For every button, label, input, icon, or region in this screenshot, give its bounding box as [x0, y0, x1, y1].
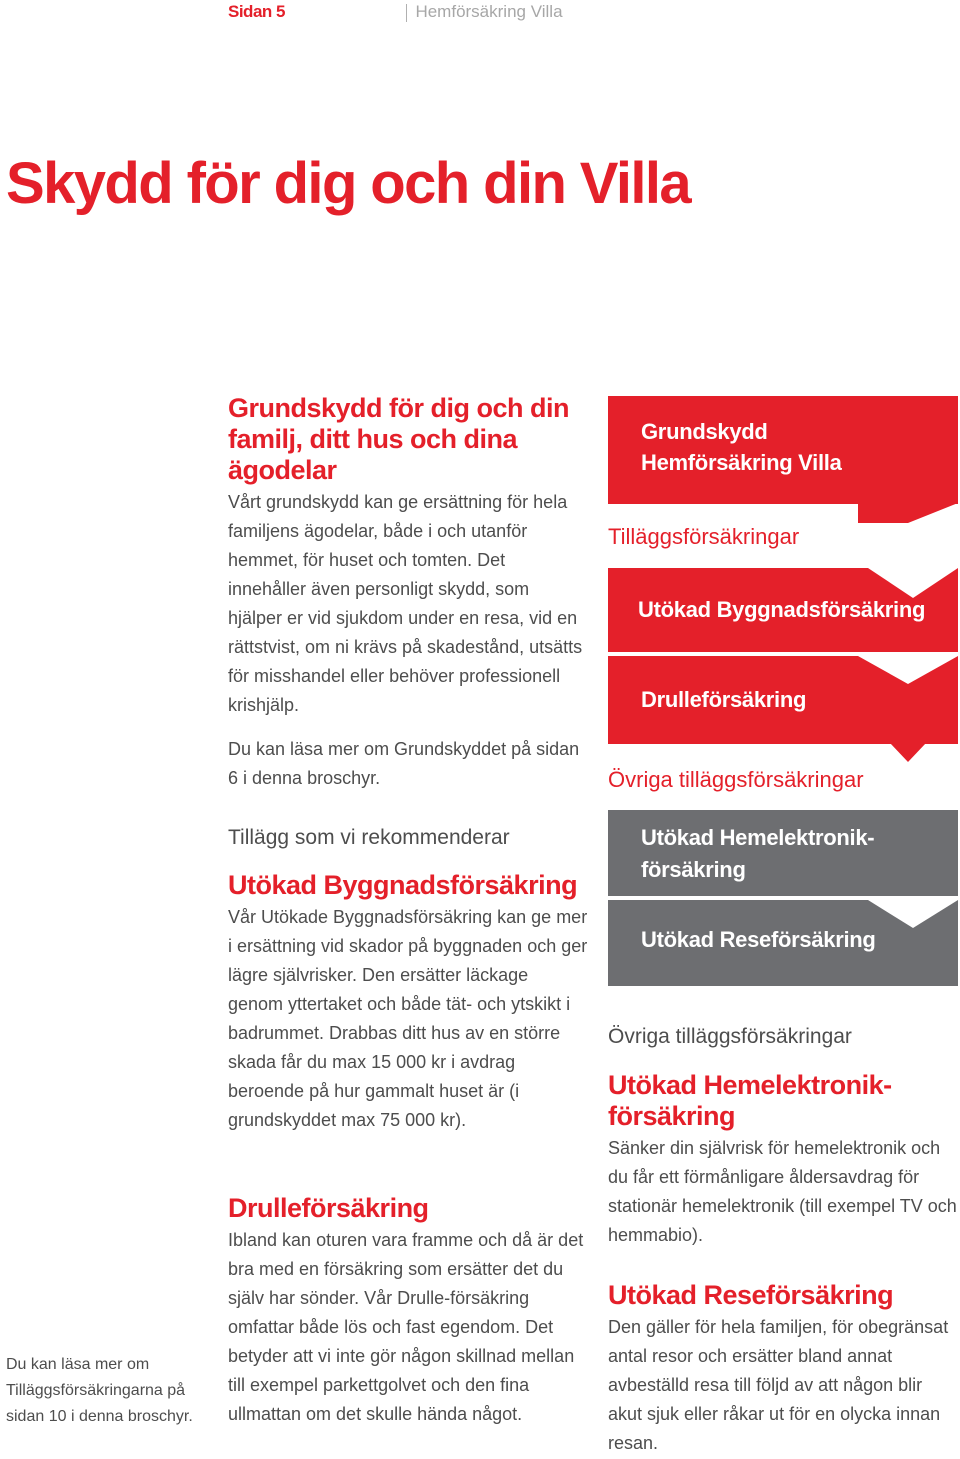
- hemelektronik-heading-line1: Utökad Hemelektronik-: [608, 1070, 892, 1100]
- diagram-ovriga-box-2: [608, 900, 958, 986]
- diagram-base-box: [608, 396, 958, 504]
- ovriga-item-rese: Utökad Reseförsäkring: [641, 927, 876, 952]
- drulle-body: Ibland kan oturen vara framme och då är det bra med en försäkring som ersätter det du själv har sönder. Vår Drulle-försäkring omfattar både lös och fast egendom. Det betyder att vi inte gör någon skillnad mellan till exempel parkettgolvet och den fina ullmattan om det skulle hända något.: [228, 1230, 584, 1424]
- grundskydd-body: Vårt grundskydd kan ge ersättning för hela familjens ägodelar, både i och utanför hemmet, för huset och tomten. Det innehåller även personligt skydd, som hjälper er vid sjukdom under en resa, vid en rättstvist, om ni krävs på skadestånd, utsätts för misshandel eller behöver professionell krishjälp.: [228, 492, 583, 715]
- rese-heading: Utökad Reseförsäkring: [608, 1280, 894, 1310]
- tillagg-label: Tilläggsförsäkringar: [608, 524, 800, 549]
- base-box-line1: Grundskydd: [641, 419, 768, 444]
- ovriga-item-hemel-line2: försäkring: [641, 857, 746, 882]
- hemelektronik-body: Sänker din självrisk för hemelektronik och du får ett förmånligare åldersavdrag för stationär hemelektronik (till exempel TV och hemmabio).: [608, 1138, 957, 1245]
- tillagg-item-drulle: Drulleförsäkring: [641, 687, 807, 712]
- grundskydd-heading: Grundskydd för dig och din familj, ditt hus och dina ägodelar: [228, 393, 569, 485]
- ovriga-label: Övriga tilläggsförsäkringar: [608, 767, 864, 792]
- document-title: Hemförsäkring Villa: [415, 2, 563, 21]
- page-number: Sidan 5: [228, 2, 285, 21]
- diagram-tillagg-box-2: [608, 656, 958, 744]
- side-note: Du kan läsa mer om Tilläggsförsäkringarna på sidan 10 i denna broschyr.: [6, 1356, 193, 1425]
- other-heading: Övriga tilläggsförsäkringar: [608, 1025, 852, 1048]
- byggnad-heading: Utökad Byggnadsförsäkring: [228, 870, 578, 900]
- tillagg-notch-icon: [608, 743, 958, 763]
- page-title: Skydd för dig och din Villa: [6, 151, 691, 216]
- base-box-line2: Hemförsäkring Villa: [641, 450, 842, 475]
- diagram-tillagg-box-1: [608, 568, 958, 652]
- hemelektronik-heading-line2: försäkring: [608, 1101, 736, 1131]
- drulle-heading: Drulleförsäkring: [228, 1193, 429, 1223]
- tillagg-item-byggnad: Utökad Byggnadsförsäkring: [638, 597, 926, 622]
- ovriga-item-hemel-line1: Utökad Hemelektronik-: [641, 825, 875, 850]
- base-box-notch-icon: [608, 503, 958, 523]
- hemelektronik-heading: [608, 1070, 960, 1132]
- byggnad-body: Vår Utökade Byggnadsförsäkring kan ge mer i ersättning vid skador på byggnaden och ger lägre självrisker. Den ersätter läckage genom yttertaket och både tät- och ytskikt i badrummet. Drabbas ditt hus av en större skada får du max 15 000 kr i avdrag beroende på hur gammalt huset är (i grundskyddet max 75 000 kr).: [228, 907, 588, 1130]
- rese-body: Den gäller för hela familjen, för obegränsat antal resor och ersätter bland annat avbeställd resa till följd av att någon blir akut sjuk eller råkar ut för en olycka innan resan.: [608, 1317, 949, 1453]
- recommended-heading: Tillägg som vi rekommenderar: [228, 826, 510, 849]
- diagram-ovriga-box-1: [608, 810, 958, 896]
- grundskydd-hint: Du kan läsa mer om Grundskyddet på sidan 6 i denna broschyr.: [228, 739, 580, 788]
